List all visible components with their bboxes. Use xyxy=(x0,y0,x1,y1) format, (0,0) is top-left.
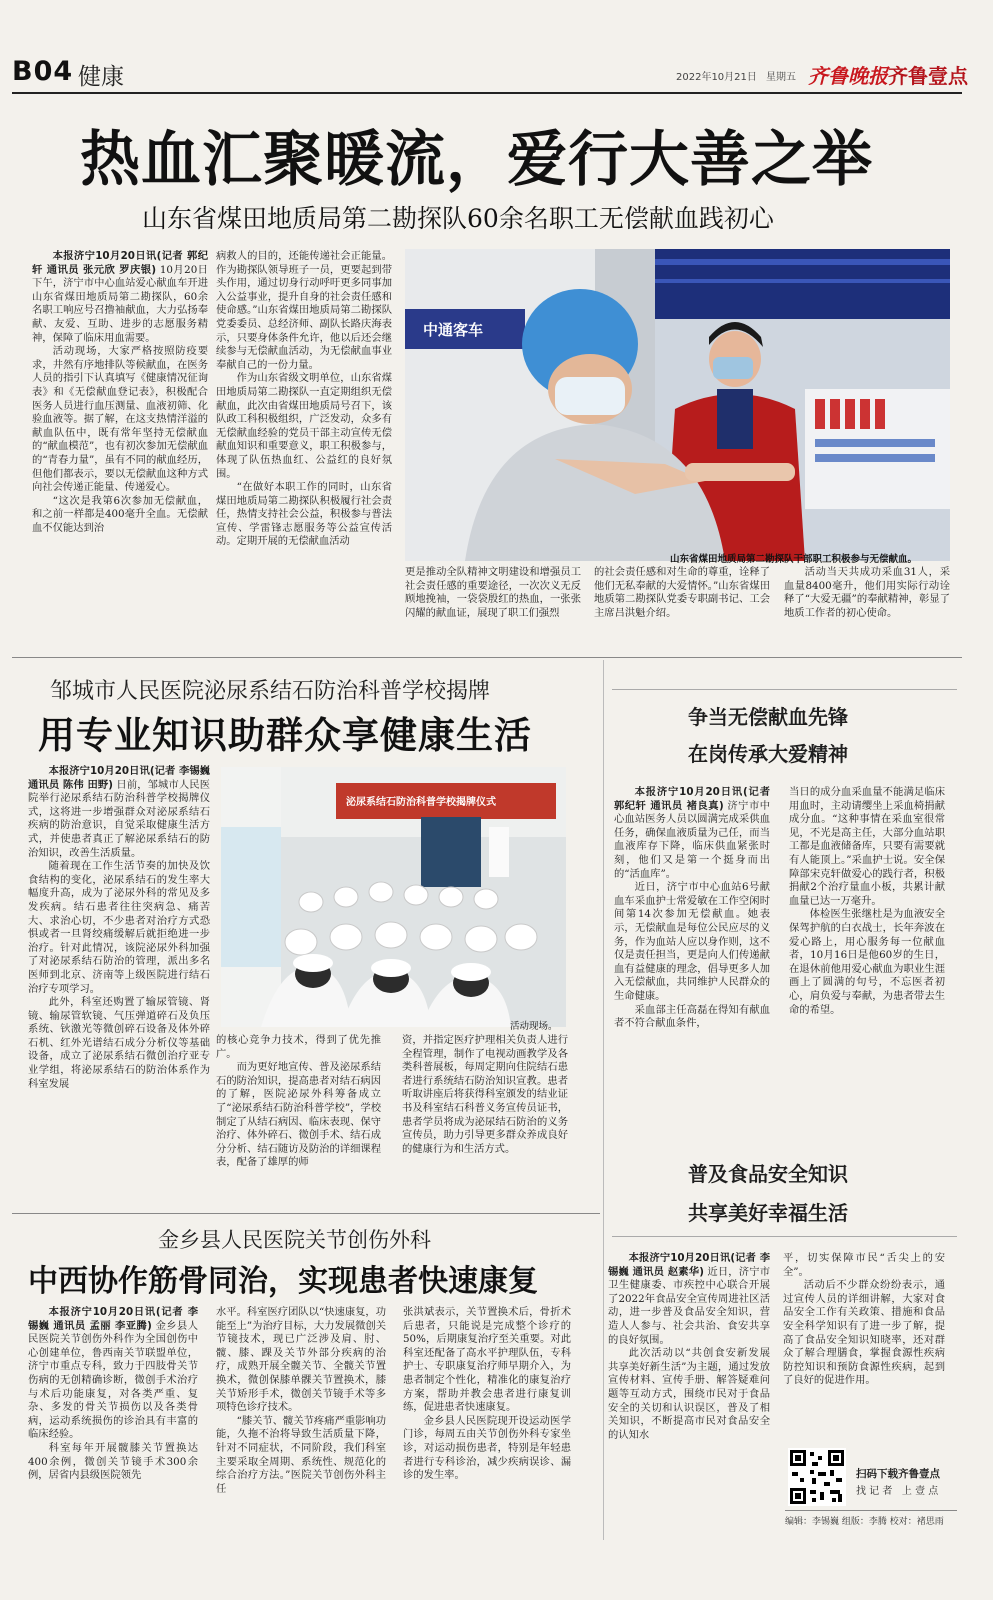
story4-col2-p2: 活动后不少群众纷纷表示，通过宣传人员的详细讲解，大家对食品安全工作有关政策、措施和食品安全科学知识有了进一步了解，提高了食品安全知识知晓率，还对群众了解合理膳食，掌握食源性疾病防控知识和预防食源性疾病，起到了良好的促进作用。 xyxy=(783,1279,945,1387)
story4-col2-p1: 平，切实保障市民“舌尖上的安全”。 xyxy=(783,1252,945,1278)
story1-col5: 活动当天共成功采血31人，采血量8400毫升，他们用实际行动诠释了“大爱无疆”的奉献精神，彰显了地质工作者的初心使命。 xyxy=(784,566,950,619)
story2-kicker: 邹城市人民医院泌尿系结石防治科普学校揭牌 xyxy=(50,679,491,704)
story3-col2-p2: 体检医生张继杜是为血液安全保驾护航的白衣战士，长年奔波在爱心路上，用心服务每一位献血者，10月16日是他60岁的生日，在退休前他用爱心献血为职业生涯画上了圆满的句号，不忘医者初心，肩负爱与奉献，为患者带去生命的希望。 xyxy=(789,908,945,1016)
story4-title-line1: 普及食品安全知识 xyxy=(688,1162,848,1186)
footer-rule xyxy=(785,1510,957,1511)
paper-logo: 齐鲁晚报 xyxy=(808,64,888,88)
page-code: B04 xyxy=(12,56,74,87)
story4-col1-text: 近日，济宁市卫生健康委、市疾控中心联合开展了2022年食品安全宣传周进社区活动，进一步普及食品安全知识，营造人人参与、社会共治、食安共享的良好氛围。 xyxy=(608,1265,770,1346)
story1-col2-p2: 作为山东省级文明单位，山东省煤田地质局第二勘探队一直定期组织无偿献血，此次由省煤田地质局号召下，该队政工科积极组织，广泛发动，众多有无偿献血经验的党员干部主动宣传无偿献血知识和重要意义，职工积极参与，体现了队伍热血红、公益红的良好氛围。 xyxy=(216,372,392,480)
section-name: 健康 xyxy=(78,64,124,90)
story3-top-rule xyxy=(612,689,957,690)
story2-col2-p1: 的核心竞争力技术，得到了优先推广。 xyxy=(216,1034,381,1060)
story1-col1 xyxy=(32,250,208,645)
story2-col1-p2: 随着现在工作生活节奏的加快及饮食结构的变化，泌尿系结石的发生率大幅度升高，成为了泌尿外科的常见及多发疾病。结石患者往往突病急、痛苦大、求治心切，不少患者对治疗方式恐惧或者一旦肾绞痛缓解后就拒绝进一步治疗。针对此情况，该院泌尿外科加强了对泌尿系结石防治的管理，派出多名医师到北京、济南等上级医院进行结石治疗专项学习。 xyxy=(28,860,210,995)
story5-col1-text: 金乡县人民医院关节创伤外科作为全国创伤中心创建单位，鲁西南关节联盟单位，济宁市重点专科，致力于四肢骨关节伤病的无创精确诊断，微创手术治疗与术后功能康复，对各类严重、复杂、多发的骨关节损伤以及各类骨病，运动系统损伤的诊治具有丰富的临床经验。 xyxy=(28,1319,198,1441)
story3-lead: 本报济宁10月20日讯(记者 郭纪轩 通讯员 褚良真) xyxy=(614,786,770,812)
blood-donation-photo xyxy=(405,249,950,561)
story5-lead: 本报济宁10月20日讯(记者 李锡巍 通讯员 孟丽 李亚腾) xyxy=(28,1306,198,1332)
qr-title: 扫码下载齐鲁壹点 xyxy=(856,1468,940,1480)
qr-subtitle: 找 记 者 上 壹 点 xyxy=(856,1486,939,1497)
story1-col4: 的社会责任感和对生命的尊重，诠释了他们无私奉献的大爱情怀。”山东省煤田地质第二勘探队党委专职副书记、工会主席吕洪魁介绍。 xyxy=(594,566,770,619)
issue-date: 2022年10月21日 xyxy=(676,72,757,83)
story2-col2 xyxy=(216,1034,381,1204)
story1-col2 xyxy=(216,250,392,645)
story5-col3-p1: 张洪斌表示，关节置换术后，骨折术后患者，只能说是完成整个诊疗的50%，后期康复治疗至关重要。对此科室还配备了高水平护理队伍，专科护士、专职康复治疗师早期介入，为患者制定个性化，精准化的康复治疗方案，帮助并教会患者进行康复训练，促进患者快速康复。 xyxy=(403,1306,571,1414)
story5-col2-p1: 水平。科室医疗团队以“快速康复，功能至上”为治疗目标，大力发展微创关节镜技术，现已广泛涉及肩、肘、髋、膝、踝及关节外部分疾病的治疗，成熟开展全髋关节、全髋关节置换术，微创保膝单髁关节置换术，膝关节矫形手术，微创关节镜手术等多项特色诊疗技术。 xyxy=(216,1306,386,1414)
story3-col1 xyxy=(614,786,770,1131)
app-logo: 齐鲁壹点 xyxy=(888,64,968,88)
divider-1 xyxy=(12,657,962,658)
story2-col1-text: 日前，邹城市人民医院举行泌尿系结石防治科普学校揭牌仪式，这将进一步增强群众对泌尿系结石疾病的防治意识，自觉采取健康生活方式，并使患者真正了解泌尿系结石的防治知识，改善生活质量。 xyxy=(28,778,210,859)
story4-title-line2: 共享美好幸福生活 xyxy=(688,1201,848,1225)
story2-col1-p3: 此外，科室还购置了输尿管镜、肾镜、输尿管软镜、气压弹道碎石及负压系统、钬激光等微创碎石设备及体外碎石机、红外光谱结石成分分析仪等基础设备，成立了泌尿系结石微创治疗亚专业学组，将泌尿系结石的防治体系作为科室发展 xyxy=(28,996,210,1090)
story1-col1-p2: 活动现场，大家严格按照防疫要求，井然有序地排队等候献血，在医务人员的指引下认真填写《健康情况征询表》和《无偿献血登记表》，积极配合医务人员进行血压测量、血液初筛、化验血液等。据了解，在这支热情洋溢的献血队伍中，既有常年坚持无偿献血的“献血模范”，也有初次参加无偿献血的“青春力量”，虽有不同的献血经历，但他们都表示，要以无偿献血这种方式向社会传递正能量、传递爱心。 xyxy=(32,345,208,494)
story2-title: 用专业知识助群众享健康生活 xyxy=(38,713,532,757)
story2-col2-p2: 而为更好地宣传、普及泌尿系结石的防治知识，提高患者对结石病因的了解，医院泌尿外科筹备成立了“泌尿系结石防治科普学校”，学校制定了从结石病因、临床表现、保守治疗、体外碎石、微创手术、结石成分分析、结石随访及防治的详细课程表，配备了雄厚的师 xyxy=(216,1061,381,1169)
story5-col3-p2: 金乡县人民医院现开设运动医学门诊，每周五由关节创伤外科专家坐诊，对运动损伤患者，特别是年轻患者进行专科诊治，减少疾病误诊、漏诊的发生率。 xyxy=(403,1414,571,1482)
seminar-photo-caption: 活动现场。 xyxy=(510,1021,558,1032)
story1-col1-text: 10月20日下午，济宁市中心血站爱心献血车开进山东省煤田地质局第二勘探队，60余名职工响应号召撸袖献血，大力弘扬奉献、友爱、互助、进步的志愿服务精神，保障了临床用血需要。 xyxy=(32,263,208,344)
story2-col1 xyxy=(28,765,210,1205)
qr-code[interactable] xyxy=(788,1448,846,1506)
story1-subtitle: 山东省煤田地质局第二勘探队60余名职工无偿献血践初心 xyxy=(142,204,774,233)
story4-col2 xyxy=(783,1252,945,1442)
story2-col3: 资，并指定医疗护理相关负责人进行全程管理，制作了电视动画教学及各类科普展板，每周定期向住院结石患者进行系统结石防治知识宣教。患者听取讲座后将获得科室颁发的结业证书及科室结石科普义务宣传员证书，患者学员将成为泌尿结石防治的义务宣传员，助力引导更多群众养成良好的健康行为和生活方式。 xyxy=(402,1034,568,1155)
story3-col2-p1: 当日的成分血采血量不能满足临床用血时，主动请缨坐上采血椅捐献成分血。“这种事情在采血室很常见，不光是高主任，大部分血站职工都是血液储备库，只要有需要就有人能顶上。”采血护士说。安全保障部宋克轩做爱心的践行者，积极捐献2个治疗量血小板，共累计献血量已达一万毫升。 xyxy=(789,786,945,907)
bus-sign-text: 中通客车 xyxy=(423,321,484,339)
story4-col1-p2: 此次活动以“共创食安新发展 共享美好新生活”为主题，通过发放宣传材料、宣传手册、解答疑难问题等互动方式，围绕市民对于食品安全的关切和认识误区，普及了相关知识，不断提高市民对食品安全的认知水 xyxy=(608,1347,770,1441)
story4-rule xyxy=(612,1236,957,1237)
story5-col1-p2: 科室每年开展髋膝关节置换达400余例，微创关节镜手术300余例，居省内县级医院领先 xyxy=(28,1441,198,1482)
story1-col2-p1: 病救人的目的，还能传递社会正能量。作为勘探队领导班子一员，更要起到带头作用，通过切身行动呼吁更多同事加入公益事业，提升自身的社会责任感和使命感。”山东省煤田地质局第二勘探队党委委员、总经济师、副队长路庆海表示，只要身体条件允许，他以后还会继续参与无偿献血活动，为无偿献血事业奉献自己的一份力量。 xyxy=(216,250,392,371)
column-divider-right xyxy=(603,660,604,1540)
story3-col2 xyxy=(789,786,945,1131)
page-credits: 编辑：李锡巍 组版：李腾 校对：褚思雨 xyxy=(785,1517,944,1527)
story5-col3 xyxy=(403,1306,571,1536)
issue-weekday: 星期五 xyxy=(766,72,796,83)
seminar-banner-text: 泌尿系结石防治科普学校揭牌仪式 xyxy=(346,797,496,808)
story1-col2-p3: “在做好本职工作的同时，山东省煤田地质局第二勘探队积极履行社会责任，热情支持社会公益，积极参与普法宣传、学雷锋志愿服务等公益宣传活动。定期开展的无偿献血活动 xyxy=(216,481,392,548)
story5-kicker: 金乡县人民医院关节创伤外科 xyxy=(158,1228,431,1252)
divider-2 xyxy=(12,1213,600,1214)
story4-col1 xyxy=(608,1252,770,1514)
story1-col3: 更是推动全队精神文明建设和增强员工社会责任感的重要途径，一次次义无反顾地挽袖，一袋袋殷红的热血，一张张闪耀的献血证，展现了职工们强烈 xyxy=(405,566,581,619)
story5-col1 xyxy=(28,1306,198,1536)
story3-title-line1: 争当无偿献血先锋 xyxy=(688,705,848,729)
story5-col2 xyxy=(216,1306,386,1536)
story2-lead: 本报济宁10月20日讯(记者 李锡巍 通讯员 陈伟 田野) xyxy=(28,765,210,791)
story1-col1-p3: “这次是我第6次参加无偿献血，和之前一样都是400毫升全血。无偿献血不仅能达到治 xyxy=(32,494,208,534)
story4-lead: 本报济宁10月20日讯(记者 李锡巍 通讯员 赵素华) xyxy=(608,1252,770,1278)
masthead-rule xyxy=(12,92,962,94)
story3-col1-p3: 采血部主任高磊在得知有献血者不符合献血条件， xyxy=(614,1003,770,1030)
story3-title-line2: 在岗传承大爱精神 xyxy=(688,742,848,766)
seminar-photo xyxy=(221,767,566,1027)
story3-col1-text: 济宁市中心血站医务人员以圆满完成采供血任务，确保血液质量为己任，而当血液库存下降，临床供血紧张时刻，他们又是第一个挺身而出的“活血库”。 xyxy=(614,799,770,880)
story3-col1-p2: 近日，济宁市中心血站6号献血车采血护士常爱敏在工作空闲时间第14次参加无偿献血。她表示，无偿献血是每位公民应尽的义务，作为血站人应以身作则，这不仅是责任担当，更是向人们传递献血有益健康的理念，倡导更多人加入无偿献血，共同维护人民群众的生命健康。 xyxy=(614,881,770,1002)
story5-title: 中西协作筋骨同治，实现患者快速康复 xyxy=(28,1264,538,1299)
blood-photo-caption: 山东省煤田地质局第二勘探队干部职工积极参与无偿献血。 xyxy=(670,554,918,565)
story1-lead: 本报济宁10月20日讯(记者 郭纪轩 通讯员 张元欣 罗庆银) xyxy=(32,250,208,276)
story5-col2-p2: “膝关节、髋关节疼痛严重影响功能，久拖不治将导致生活质量下降，针对不同症状，不同阶段，我们科室主要采取全周期、系统性、规范化的综合治疗方法。”医院关节创伤外科主任 xyxy=(216,1414,386,1495)
story1-title: 热血汇聚暖流，爱行大善之举 xyxy=(80,125,873,195)
